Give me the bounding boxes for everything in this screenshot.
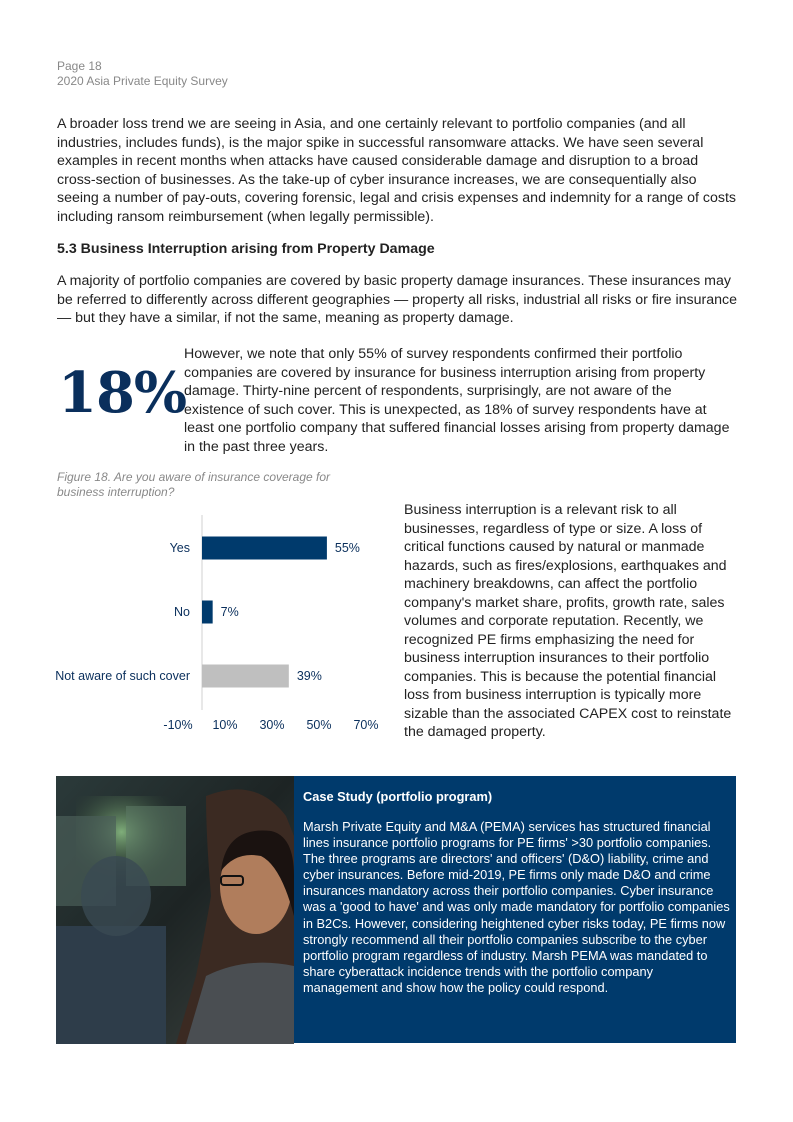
chart-x-tick-label: 30% — [259, 718, 285, 732]
chart-category-labels — [55, 541, 190, 683]
section-heading: 5.3 Business Interruption arising from Property Damage — [57, 241, 435, 257]
chart-x-tick-label: -10% — [163, 718, 193, 732]
case-study-title: Case Study (portfolio program) — [303, 789, 493, 804]
chart-value-label: 7% — [220, 605, 239, 619]
page-number: Page 18 — [57, 59, 102, 73]
page-header — [57, 59, 228, 89]
bar-chart — [50, 505, 385, 740]
chart-bar-yes — [202, 537, 327, 560]
stat-callout-value: 18% — [58, 360, 187, 426]
chart-x-tick-label: 70% — [353, 718, 379, 732]
stat-callout-text: However, we note that only 55% of survey respondents confirmed their portfolio companies are covered by insurance for business interruption arising from property damage. Thirty-nine percent of respondents, surprisingly, are not aware of the existence of such cover. This is unexpected, as 18% of survey respondents have at least one portfolio company that suffered financial losses arising from property damage in the past three years. — [184, 346, 730, 455]
chart-x-tick-label: 50% — [306, 718, 332, 732]
document-title: 2020 Asia Private Equity Survey — [57, 74, 228, 88]
chart-x-ticks — [163, 718, 378, 732]
chart-value-labels — [221, 541, 360, 683]
chart-bar-no — [202, 601, 213, 624]
chart-x-tick-label: 10% — [212, 718, 238, 732]
chart-value-label: 39% — [296, 669, 322, 683]
figure-caption: Figure 18. Are you aware of insurance coverage for business interruption? — [57, 470, 331, 499]
chart-category-label: Not aware of such cover — [55, 669, 190, 683]
chart-category-label: No — [174, 605, 190, 619]
property-damage-paragraph: A majority of portfolio companies are covered by basic property damage insurances. These insurances may be referred to differently across different geographies — property all risks, industrial all risks or fire insurance — but they have a similar, if not the same, meaning as property damage. — [57, 273, 737, 326]
business-interruption-paragraph: Business interruption is a relevant risk to all businesses, regardless of type or size. A loss of critical functions caused by natural or manmade hazards, such as fires/explosions, earthquakes and machinery breakdowns, can affect the portfolio company's market share, profits, growth rate, sales volumes and corporate reputation. Recently, we recognized PE firms emphasizing the need for business interruption insurances to their portfolio companies. This is because the potential financial loss from business interruption is typically more sizable than the associated CAPEX cost to reinstate the damaged property. — [404, 502, 732, 740]
chart-value-label: 55% — [334, 541, 360, 555]
case-study-body: Marsh Private Equity and M&A (PEMA) services has structured financial lines insurance portfolio programs for PE firms' >30 portfolio companies. The three programs are directors' and officers' (D&O) liability, crime and cyber insurances. Before mid-2019, PE firms only made D&O and crime insurances mandatory across their portfolio companies. Cyber insurance was a 'good to have' and was only made mandatory for portfolio companies in B2Cs. However, considering heightened cyber risks today, PE firms now strongly recommend all their portfolio companies subscribe to the cyber portfolio program regardless of industry. Marsh PEMA was mandated to share cyberattack incidence trends with the portfolio company management and show how the policy could respond. — [303, 819, 730, 995]
chart-category-label: Yes — [169, 541, 190, 555]
case-study-photo — [56, 776, 294, 1044]
intro-paragraph: A broader loss trend we are seeing in Asia, and one certainly relevant to portfolio companies (and all industries, includes funds), is the major spike in successful ransomware attacks. We have seen several examples in recent months when attacks have caused considerable damage and disruption to a broad cross-section of businesses. As the take-up of cyber insurance increases, we are consequentially also seeing a number of pay-outs, covering forensic, legal and crisis expenses and indemnity for a range of costs including ransom reimbursement (when legally permissible). — [57, 116, 737, 225]
chart-bar-not-aware-of-such-cover — [202, 665, 289, 688]
case-study-box — [294, 776, 736, 1043]
